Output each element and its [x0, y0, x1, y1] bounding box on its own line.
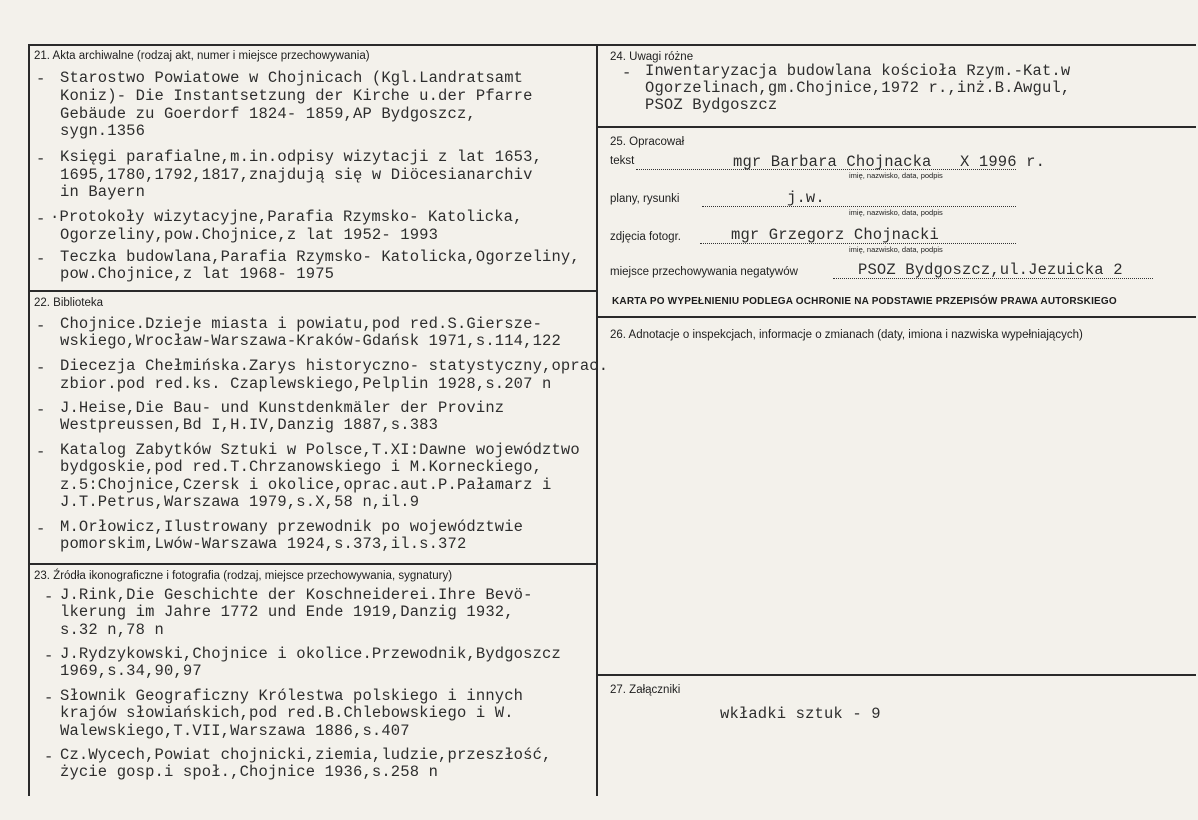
- s22-item1-line2: wskiego,Wrocław-Warszawa-Kraków-Gdańsk 1971,s.114,122: [60, 332, 561, 350]
- section-24-heading: 24. Uwagi różne: [610, 51, 694, 63]
- s21-item4-line1: Teczka budowlana,Parafia Rzymsko- Katolicka,Ogorzeliny,: [60, 248, 580, 266]
- copyright-notice: KARTA PO WYPEŁNIENIU PODLEGA OCHRONIE NA PODSTAWIE PRZEPISÓW PRAWA AUTORSKIEGO: [612, 296, 1117, 307]
- section-23-heading: 23. Źródła ikonograficzne i fotografia (rodzaj, miejsce przechowywania, sygnatury): [34, 570, 453, 582]
- list-dash: -: [36, 359, 46, 377]
- section-25-heading: 25. Opracował: [610, 136, 685, 148]
- divider-25-26: [596, 316, 1196, 318]
- section-27-heading: 27. Załączniki: [610, 684, 681, 696]
- s23-item2-line1: J.Rydzykowski,Chojnice i okolice.Przewodnik,Bydgoszcz: [60, 645, 561, 663]
- s22-item3-line1: J.Heise,Die Bau- und Kunstdenkmäler der Provinz: [60, 399, 505, 417]
- s23-item3-line2: krajów słowiańskich,pod red.B.Chlebowskiego i W.: [60, 704, 514, 722]
- miejsce-value: PSOZ Bydgoszcz,ul.Jezuicka 2: [858, 261, 1123, 279]
- list-dash: -: [44, 588, 54, 606]
- zdjecia-hint: imię, nazwisko, data, podpis: [849, 245, 943, 254]
- s23-item4-line1: Cz.Wycech,Powiat chojnicki,ziemia,ludzie,przeszłość,: [60, 746, 552, 764]
- tekst-hint: imię, nazwisko, data, podpis: [849, 171, 943, 180]
- s24-item1-line1: Inwentaryzacja budowlana kościoła Rzym.-Kat.w: [645, 62, 1071, 80]
- s22-item4-line1: Katalog Zabytków Sztuki w Polsce,T.XI:Dawne województwo: [60, 441, 580, 459]
- s21-item1-line4: sygn.1356: [60, 122, 146, 140]
- s21-item1-line3: Gebäude zu Goerdorf 1824- 1859,AP Bydgoszcz,: [60, 105, 476, 123]
- list-dash: -: [36, 443, 46, 461]
- list-dash: -: [36, 70, 46, 88]
- s23-item1-line1: J.Rink,Die Geschichte der Koschneiderei.Ihre Bevö-: [60, 586, 533, 604]
- tekst-label: tekst: [610, 155, 635, 167]
- list-dash: -: [36, 210, 46, 228]
- s22-item3-line2: Westpreussen,Bd I,H.IV,Danzig 1887,s.383: [60, 416, 439, 434]
- s21-item3-line1: ·Protokoły wizytacyjne,Parafia Rzymsko- Katolicka,: [50, 208, 523, 226]
- s21-item1-line2: Koniz)- Die Instantsetzung der Kirche u.der Pfarre: [60, 87, 533, 105]
- s23-item1-line2: lkerung im Jahre 1772 und Ende 1919,Danzig 1932,: [60, 603, 514, 621]
- s21-item2-line3: in Bayern: [60, 183, 146, 201]
- s22-item1-line1: Chojnice.Dzieje miasta i powiatu,pod red.S.Giersze-: [60, 315, 543, 333]
- s23-item3-line1: Słownik Geograficzny Królestwa polskiego i innych: [60, 687, 524, 705]
- s21-item1-line1: Starostwo Powiatowe w Chojnicach (Kgl.Landratsamt: [60, 69, 524, 87]
- list-dash: -: [36, 317, 46, 335]
- plany-hint: imię, nazwisko, data, podpis: [849, 208, 943, 217]
- zdjecia-value: mgr Grzegorz Chojnacki: [731, 226, 939, 244]
- s21-item3-line2: Ogorzeliny,pow.Chojnice,z lat 1952- 1993: [60, 226, 439, 244]
- s24-item1-line3: PSOZ Bydgoszcz: [645, 96, 778, 114]
- s22-item2-line2: zbior.pod red.ks. Czaplewskiego,Pelplin 1928,s.207 n: [60, 375, 552, 393]
- section-26-heading: 26. Adnotacje o inspekcjach, informacje o zmianach (daty, imiona i nazwiska wypełniających): [610, 329, 1083, 341]
- s22-item5-line1: M.Orłowicz,Ilustrowany przewodnik po województwie: [60, 518, 524, 536]
- miejsce-label: miejsce przechowywania negatywów: [610, 266, 798, 278]
- section-22-heading: 22. Biblioteka: [34, 297, 104, 309]
- s24-item1-line2: Ogorzelinach,gm.Chojnice,1972 r.,inż.B.Awgul,: [645, 79, 1071, 97]
- list-dash: -: [36, 150, 46, 168]
- section-21-heading: 21. Akta archiwalne (rodzaj akt, numer i miejsce przechowywania): [34, 50, 370, 62]
- s21-item2-line1: Księgi parafialne,m.in.odpisy wizytacji z lat 1653,: [60, 148, 543, 166]
- list-dash: -: [44, 689, 54, 707]
- plany-label: plany, rysunki: [610, 193, 680, 205]
- s22-item4-line3: z.5:Chojnice,Czersk i okolice,oprac.aut.P.Pałamarz i: [60, 476, 552, 494]
- divider-22-23: [28, 563, 598, 565]
- s23-item2-line2: 1969,s.34,90,97: [60, 662, 202, 680]
- divider-26-27: [596, 674, 1196, 676]
- attachments-value: wkładki sztuk - 9: [720, 705, 881, 723]
- s22-item4-line4: J.T.Petrus,Warszawa 1979,s.X,58 n,il.9: [60, 493, 420, 511]
- list-dash: -: [44, 748, 54, 766]
- s23-item4-line2: życie gosp.i społ.,Chojnice 1936,s.258 n: [60, 763, 439, 781]
- list-dash: -: [36, 401, 46, 419]
- s21-item2-line2: 1695,1780,1792,1817,znajdują się w Diöcesianarchiv: [60, 166, 533, 184]
- s21-item4-line2: pow.Chojnice,z lat 1968- 1975: [60, 265, 335, 283]
- s23-item3-line3: Walewskiego,T.VII,Warszawa 1886,s.407: [60, 722, 410, 740]
- list-dash: -: [622, 64, 632, 82]
- divider-21-22: [28, 290, 598, 292]
- list-dash: -: [36, 520, 46, 538]
- plany-value: j.w.: [787, 189, 825, 207]
- s22-item4-line2: bydgoskie,pod red.T.Chrzanowskiego i M.Korneckiego,: [60, 458, 543, 476]
- list-dash: -: [44, 647, 54, 665]
- list-dash: -: [36, 250, 46, 268]
- s23-item1-line3: s.32 n,78 n: [60, 621, 164, 639]
- s22-item2-line1: Diecezja Chełmińska.Zarys historyczno- statystyczny,oprac.: [60, 357, 609, 375]
- plany-dotted-line: [702, 206, 1016, 207]
- column-divider: [596, 44, 598, 796]
- divider-24-25: [596, 126, 1196, 128]
- s22-item5-line2: pomorskim,Lwów-Warszawa 1924,s.373,il.s.372: [60, 535, 467, 553]
- zdjecia-label: zdjęcia fotogr.: [610, 231, 681, 243]
- tekst-author: mgr Barbara Chojnacka: [733, 153, 932, 171]
- tekst-date: X 1996 r.: [960, 153, 1046, 171]
